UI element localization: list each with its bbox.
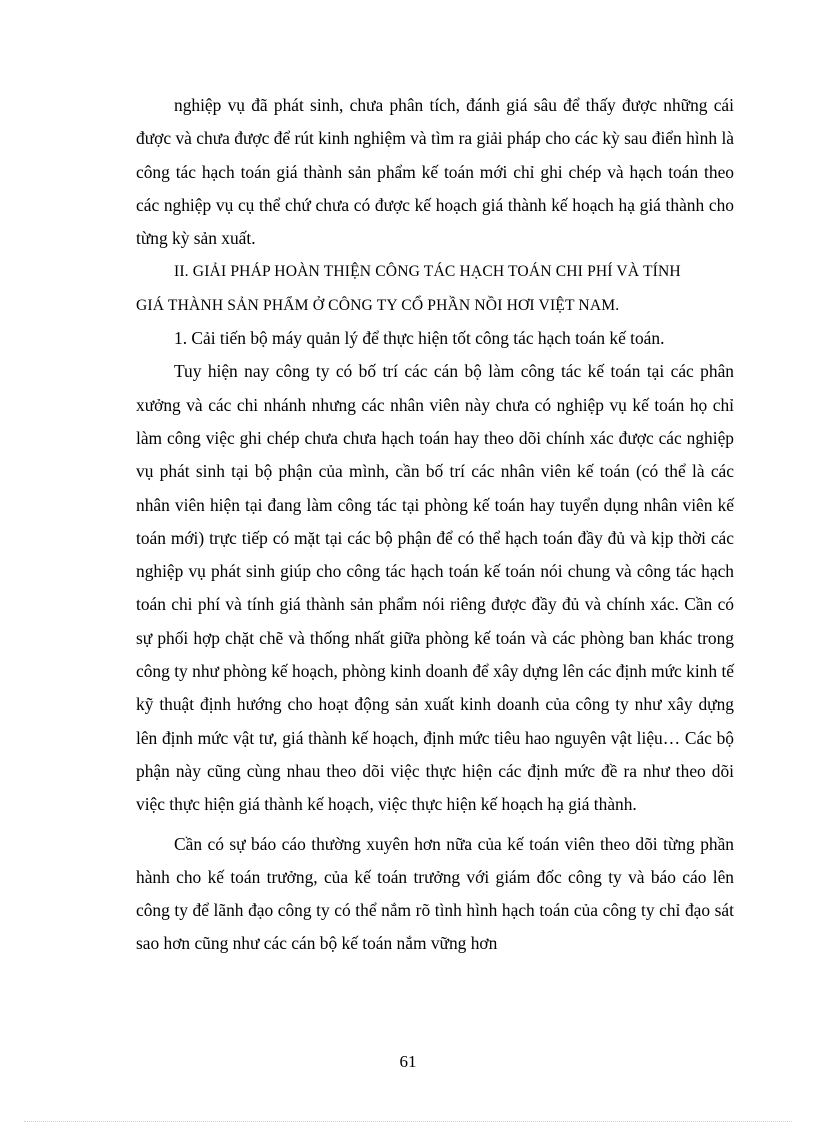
subsection-heading: 1. Cải tiến bộ máy quản lý để thực hiện tốt công tác hạch toán kế toán. — [174, 328, 665, 349]
paragraph-1: Tuy hiện nay công ty có bố trí các cán bộ làm công tác kế toán tại các phân xưởng và các chi nhánh nhưng các nhân viên này chưa có nghiệp vụ kế toán họ chỉ làm công việc ghi chép chưa chưa hạch toán hay theo dõi chính xác được các nghiệp vụ phát sinh tại bộ phận của mình, cần bố trí các nhân viên kế toán (có thể là các nhân viên hiện tại đang làm công tác tại phòng kế toán hay tuyển dụng nhân viên kế toán mới) trực tiếp có mặt tại các bộ phận để có thể hạch toán đầy đủ và kịp thời các nghiệp vụ phát sinh giúp cho công tác hạch toán kế toán nói chung và công tác hạch toán chi phí và tính giá thành sản phẩm nói riêng được đầy đủ và chính xác. Cần có sự phối hợp chặt chẽ và thống nhất giữa phòng kế toán và các phòng ban khác trong công ty như phòng kế hoạch, phòng kinh doanh để xây dựng lên các định mức kinh tế kỹ thuật định hướng cho hoạt động sản xuất kinh doanh của công ty như xây dựng lên định mức vật tư, giá thành kế hoạch, định mức tiêu hao nguyên vật liệu… Các bộ phận này cũng cùng nhau theo dõi việc thực hiện các định mức đề ra như theo dõi việc thực hiện giá thành kế hoạch, việc thực hiện kế hoạch hạ giá thành. — [136, 361, 734, 815]
paragraph-2: Cần có sự báo cáo thường xuyên hơn nữa của kế toán viên theo dõi từng phần hành cho kế toán trưởng, của kế toán trưởng với giám đốc công ty và báo cáo lên công ty để lãnh đạo công ty có thể nắm rõ tình hình hạch toán của công ty chỉ đạo sát sao hơn cũng như các cán bộ kế toán nắm vững hơn — [136, 833, 734, 954]
body-text — [136, 89, 734, 961]
intro-paragraph: nghiệp vụ đã phát sinh, chưa phân tích, đánh giá sâu để thấy được những cái được và chưa được để rút kinh nghiệm và tìm ra giải pháp cho các kỳ sau điển hình là công tác hạch toán giá thành sản phẩm kế toán mới chỉ ghi chép và hạch toán theo các nghiệp vụ cụ thể chứ chưa có được kế hoạch giá thành kế hoạch hạ giá thành cho từng kỳ sản xuất. — [136, 95, 734, 249]
section-heading-line1: II. GIẢI PHÁP HOÀN THIỆN CÔNG TÁC HẠCH TOÁN CHI PHÍ VÀ TÍNH — [174, 263, 681, 281]
section-heading-line2: GIÁ THÀNH SẢN PHẨM Ở CÔNG TY CỔ PHẦN NỒI HƠI VIỆT NAM. — [136, 296, 620, 314]
page-edge-divider — [24, 1121, 792, 1122]
page-number: 61 — [399, 1052, 417, 1071]
